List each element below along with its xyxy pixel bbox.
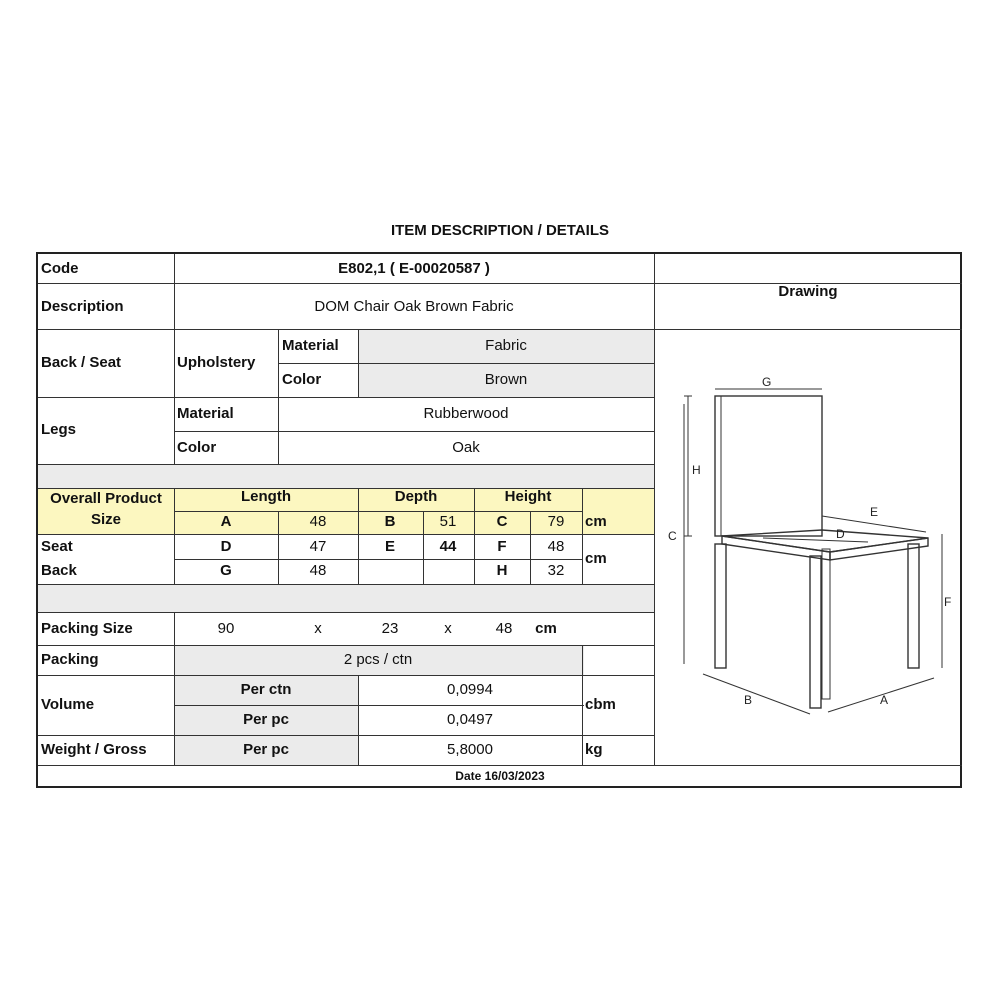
dim-a-value: 48 <box>309 513 327 530</box>
back-label: Back <box>41 562 77 579</box>
drawing-letter-a: A <box>880 693 889 707</box>
drawing-letter-c: C <box>668 529 677 543</box>
chair-leg-front-left <box>715 544 726 668</box>
overall-size-label-line1: Overall Product <box>50 490 162 507</box>
back-seat-label: Back / Seat <box>41 354 122 371</box>
volume-per-pc-label: Per pc <box>243 711 289 728</box>
back-material-label: Material <box>282 337 339 354</box>
packing-size-x1: x <box>314 620 322 637</box>
dim-b-label: B <box>384 513 396 530</box>
chair-leg-back-right <box>908 544 919 668</box>
drawing-letter-b: B <box>744 693 753 707</box>
volume-per-ctn-value: 0,0994 <box>447 681 493 698</box>
dim-h-label: H <box>496 562 508 579</box>
spacer-row-1 <box>38 464 654 488</box>
code-value: E802,1 ( E-00020587 ) <box>338 260 490 277</box>
back-color-value: Brown <box>484 371 528 388</box>
packing-size-unit: cm <box>535 620 557 637</box>
back-material-value: Fabric <box>485 337 527 354</box>
dim-h-value: 32 <box>547 562 565 579</box>
packing-size-width: 23 <box>381 620 399 637</box>
weight-label: Weight / Gross <box>41 741 147 758</box>
volume-label: Volume <box>41 696 95 713</box>
code-label: Code <box>41 260 79 277</box>
chair-backrest <box>715 396 822 536</box>
date-footer: Date 16/03/2023 <box>455 769 545 783</box>
dim-g-label: G <box>220 562 232 579</box>
volume-per-pc-value: 0,0497 <box>447 711 493 728</box>
packing-size-x2: x <box>444 620 452 637</box>
dim-e-label: E <box>384 538 396 555</box>
dim-d-label: D <box>220 538 232 555</box>
drawing-letter-g: G <box>762 375 772 389</box>
dim-e-value: 44 <box>439 538 457 555</box>
seat-back-unit: cm <box>585 550 607 567</box>
spacer-row-2 <box>38 584 654 612</box>
page-title: ITEM DESCRIPTION / DETAILS <box>390 222 610 239</box>
overall-size-label-line2: Size <box>90 511 122 528</box>
legs-material-label: Material <box>177 405 234 422</box>
height-header: Height <box>504 488 552 505</box>
item-details-sheet <box>36 252 962 788</box>
drawing-label: Drawing <box>778 283 838 300</box>
weight-per-pc-label: Per pc <box>243 741 289 758</box>
legs-material-value: Rubberwood <box>423 405 509 422</box>
legs-label: Legs <box>41 421 77 438</box>
drawing-letter-e: E <box>870 505 879 519</box>
description-label: Description <box>41 298 124 315</box>
upholstery-label: Upholstery <box>177 354 256 371</box>
dim-f-value: 48 <box>547 538 565 555</box>
depth-header: Depth <box>394 488 438 505</box>
legs-color-label: Color <box>177 439 217 456</box>
packing-size-length: 90 <box>217 620 235 637</box>
chair-drawing <box>655 330 961 764</box>
drawing-letter-d: D <box>836 527 845 541</box>
length-header: Length <box>241 488 291 505</box>
volume-unit: cbm <box>585 696 616 713</box>
packing-label: Packing <box>41 651 99 668</box>
packing-size-height: 48 <box>495 620 513 637</box>
packing-size-label: Packing Size <box>41 620 133 637</box>
dim-c-value: 79 <box>547 513 565 530</box>
dim-g-value: 48 <box>309 562 327 579</box>
drawing-letter-h: H <box>692 463 701 477</box>
back-color-label: Color <box>282 371 322 388</box>
dim-c-label: C <box>496 513 508 530</box>
dim-f-label: F <box>497 538 507 555</box>
description-value: DOM Chair Oak Brown Fabric <box>314 298 514 315</box>
overall-unit: cm <box>585 513 607 530</box>
legs-color-value: Oak <box>452 439 480 456</box>
packing-value: 2 pcs / ctn <box>343 651 413 668</box>
dim-b-value: 51 <box>439 513 457 530</box>
weight-unit: kg <box>585 741 603 758</box>
dim-a-label: A <box>220 513 232 530</box>
drawing-letter-f: F <box>944 595 952 609</box>
weight-value: 5,8000 <box>447 741 493 758</box>
seat-label: Seat <box>41 538 73 555</box>
dim-d-value: 47 <box>309 538 327 555</box>
volume-per-ctn-label: Per ctn <box>240 681 292 698</box>
chair-leg-front-right <box>810 556 821 708</box>
